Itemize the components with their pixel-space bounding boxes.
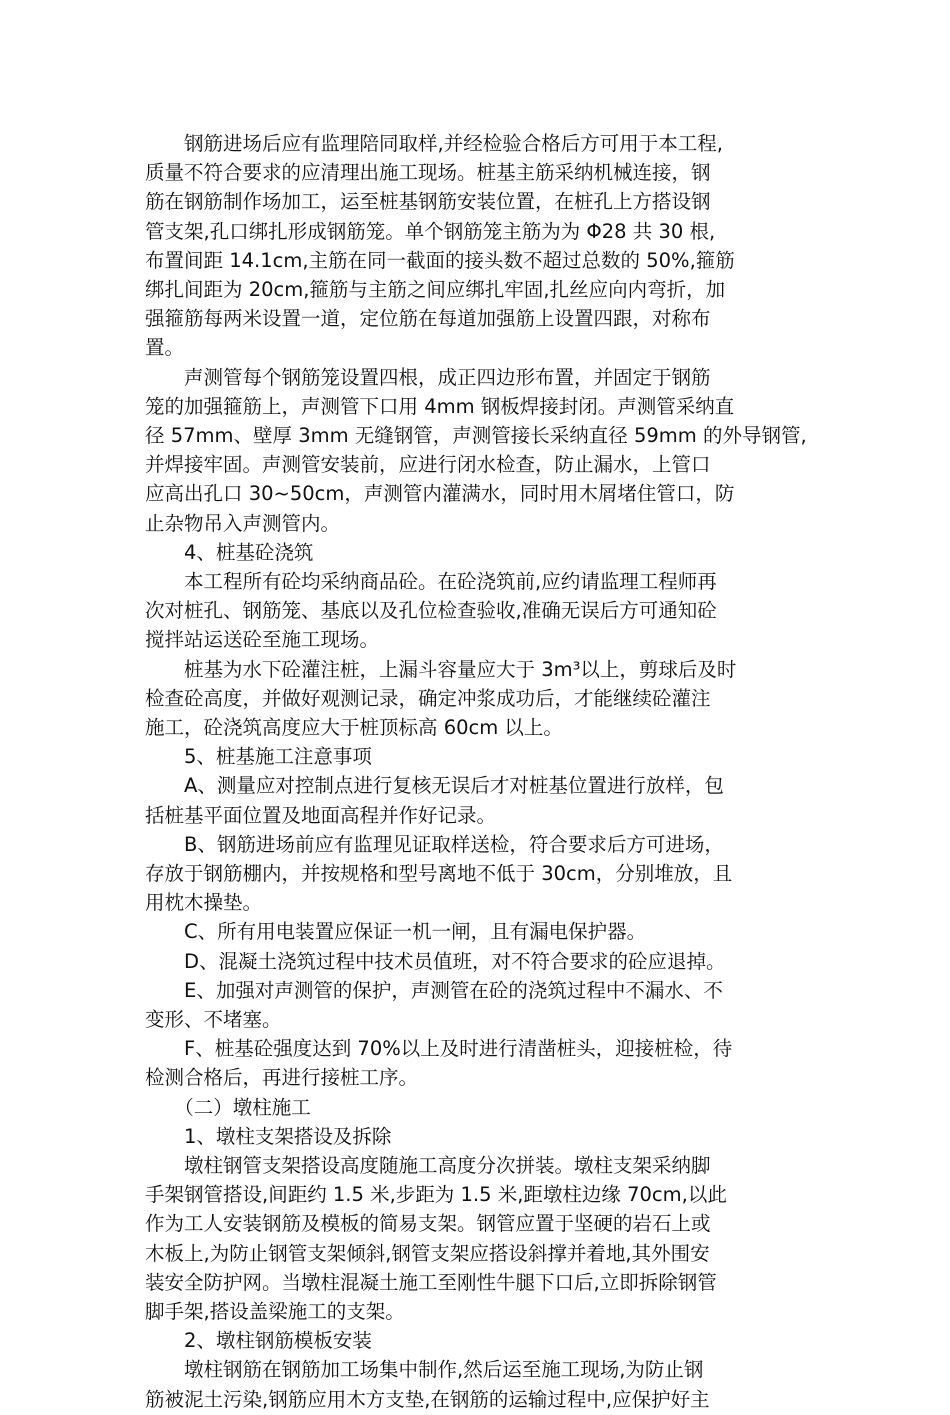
text-line: 应高出孔口 30~50cm，声测管内灌满水，同时用木屑堵住管口，防: [145, 482, 735, 506]
text-line: 止杂物吊入声测管内。: [145, 511, 341, 535]
text-line: 存放于钢筋棚内，并按规格和型号离地不低于 30cm，分别堆放，且: [145, 862, 733, 885]
text-line: 绑扎间距为 20cm,箍筋与主筋之间应绑扎牢固,扎丝应向内弯折，加: [145, 278, 726, 301]
text-line: 声测管每个钢筋笼设置四根，成正四边形布置，并固定于钢筋: [145, 365, 711, 389]
text-line: 墩柱钢筋在钢筋加工场集中制作,然后运至施工现场,为防止钢: [145, 1358, 704, 1382]
text-line: 1、墩柱支架搭设及拆除: [145, 1124, 392, 1148]
text-line: 检测合格后，再进行接桩工序。: [145, 1066, 419, 1090]
text-line: 用枕木操垫。: [145, 891, 263, 915]
text-line: C、所有用电装置应保证一机一闸，且有漏电保护器。: [145, 920, 647, 944]
text-line: 管支架,孔口绑扎形成钢筋笼。单个钢筋笼主筋为为 Φ28 共 30 根,: [145, 219, 716, 243]
text-line: 并焊接牢固。声测管安装前，应进行闭水检查，防止漏水，上管口: [145, 453, 711, 477]
text-line: 脚手架,搭设盖梁施工的支架。: [145, 1300, 405, 1323]
text-line: 布置间距 14.1cm,主筋在同一截面的接头数不超过总数的 50%,箍筋: [145, 248, 735, 272]
text-line: F、桩基砼强度达到 70%以上及时进行清凿桩头，迎接桩检，待: [145, 1037, 733, 1061]
text-line: 施工，砼浇筑高度应大于桩顶标高 60cm 以上。: [145, 716, 563, 739]
text-line: 质量不符合要求的应清理出施工现场。桩基主筋采纳机械连接，钢: [145, 161, 711, 185]
text-line: 木板上,为防止钢管支架倾斜,钢管支架应搭设斜撑并着地,其外围安: [145, 1241, 710, 1265]
text-line: 次对桩孔、钢筋笼、基底以及孔位检查验收,准确无误后方可通知砼: [145, 599, 717, 623]
text-line: 5、桩基施工注意事项: [145, 745, 372, 769]
text-line: 置。: [145, 336, 185, 360]
text-line: 检查砼高度，并做好观测记录，确定冲浆成功后，才能继续砼灌注: [145, 686, 711, 710]
text-line: 装安全防护网。当墩柱混凝土施工至刚性牛腿下口后,立即拆除钢管: [145, 1270, 717, 1294]
text-line: 搅拌站运送砼至施工现场。: [145, 628, 380, 652]
text-line: D、混凝土浇筑过程中技术员值班，对不符合要求的砼应退掉。: [145, 949, 726, 973]
text-line: E、加强对声测管的保护，声测管在砼的浇筑过程中不漏水、不: [145, 978, 723, 1002]
text-line: 变形、不堵塞。: [145, 1008, 282, 1031]
text-line: 2、墩柱钢筋模板安装: [145, 1329, 372, 1353]
text-line: 筋被泥土污染,钢筋应用木方支垫,在钢筋的运输过程中,应保护好主: [145, 1387, 710, 1411]
text-line: 4、桩基砼浇筑: [145, 540, 314, 564]
text-line: 筋在钢筋制作场加工，运至桩基钢筋安装位置，在桩孔上方搭设钢: [145, 190, 711, 214]
text-line: 本工程所有砼均采纳商品砼。在砼浇筑前,应约请监理工程师再: [145, 570, 717, 593]
text-line: 钢筋进场后应有监理陪同取样,并经检验合格后方可用于本工程,: [145, 132, 723, 155]
text-line: 径 57mm、壁厚 3mm 无缝钢管，声测管接长采纳直径 59mm 的外导钢管,: [145, 424, 807, 447]
text-line: A、测量应对控制点进行复核无误后才对桩基位置进行放样，包: [145, 774, 724, 798]
text-line: 括桩基平面位置及地面高程并作好记录。: [145, 803, 497, 827]
text-line: 作为工人安装钢筋及模板的简易支架。钢管应置于坚硬的岩石上或: [145, 1212, 711, 1236]
text-line: （二）墩柱施工: [145, 1095, 311, 1119]
text-line: 墩柱钢管支架搭设高度随施工高度分次拼装。墩柱支架采纳脚: [145, 1154, 711, 1177]
text-line: 桩基为水下砼灌注桩，上漏斗容量应大于 3m³以上，剪球后及时: [145, 657, 737, 681]
text-line: B、钢筋进场前应有监理见证取样送检，符合要求后方可进场，: [145, 832, 724, 856]
text-line: 强箍筋每两米设置一道，定位筋在每道加强筋上设置四跟，对称布: [145, 307, 711, 331]
text-line: 手架钢管搭设,间距约 1.5 米,步距为 1.5 米,距墩柱边缘 70cm,以此: [145, 1183, 727, 1207]
text-line: 笼的加强箍筋上，声测管下口用 4mm 钢板焊接封闭。声测管采纳直: [145, 394, 735, 418]
